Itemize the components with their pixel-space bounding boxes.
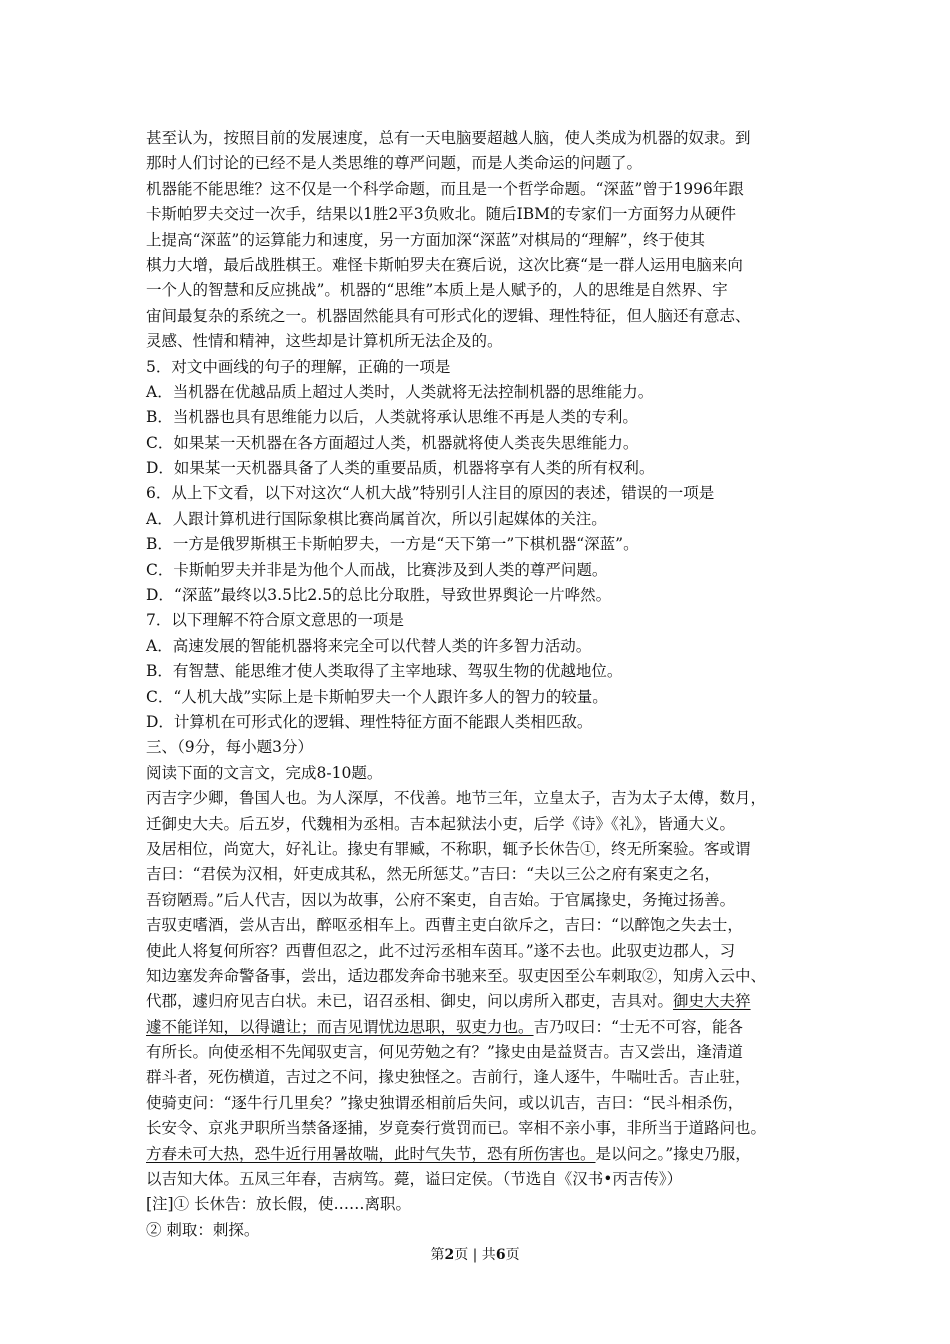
option-a: A．人跟计算机进行国际象棋比赛尚属首次，所以引起媒体的关注。 [146,509,607,528]
line-text: 长安令、京兆尹职所当禁备逐捕，岁竟奏行赏罚而已。宰相不亲小事，非所当于道路问也。 [146,1119,767,1138]
classical-line [146,812,816,837]
footer-suffix: 页 [505,1247,520,1263]
line-text: 使骑吏问：“逐牛行几里矣？”掾史独谓丞相前后失问，或以讥吉，吉曰：“民斗相杀伤， [146,1093,744,1112]
line-text: 迁御史大夫。后五岁，代魏相为丞相。吉本起狱法小吏，后学《诗》《礼》，皆通大义。 [146,814,736,833]
classical-line [146,1065,816,1090]
line-text: 知边塞发奔命警备事，尝出，适边郡发奔命书驰来至。驭吏因至公车刺取②，知虏入云中、 [146,966,767,985]
classical-line [146,1091,816,1116]
classical-passage [146,786,816,1192]
option-c: C．“人机大战”实际上是卡斯帕罗夫一个人跟许多人的智力的较量。 [146,687,608,706]
page-total: 6 [495,1247,506,1263]
line-text: 使此人将复何所容？西曹但忍之，此不过污丞相车茵耳。”遂不去也。此驭吏边郡人，习 [146,941,736,960]
question-stem: 6．从上下文看，以下对这次“人机大战”特别引人注目的原因的表述，错误的一项是 [146,484,715,503]
option-b: B．有智慧、能思维才使人类取得了主宰地球、驾驭生物的优越地位。 [146,662,623,681]
option-d: D．计算机在可形式化的逻辑、理性特征方面不能跟人类相匹敌。 [146,712,593,731]
classical-line [146,1116,816,1141]
classical-line [146,1040,816,1065]
line-text: 吉曰：“君侯为汉相，奸吏成其私，然无所惩艾。”吉曰：“夫以三公之府有案吏之名， [146,865,721,884]
line-text: 吾窃陋焉。”后人代吉，因以为故事，公府不案吏，自吉始。于官属掾史，务掩过扬善。 [146,890,736,909]
section-heading: 三、（9分，每小题3分） [146,738,313,757]
line-text: 以吉知大体。五凤三年春，吉病笃。薨，谥曰定侯。（节选自《汉书•丙吉传》） [146,1170,683,1189]
classical-line [146,913,816,938]
passage [146,126,816,355]
passage-line: 宙间最复杂的系统之一。机器固然能具有可形式化的逻辑、理性特征，但人脑还有意志、 [146,306,751,325]
classical-line [146,989,816,1014]
classical-line [146,1167,816,1192]
underlined-sentence: 遽不能详知，以得谴让；而吉见谓忧边思职，驭吏力也。 [146,1017,534,1036]
note-1: [注]① 长休告：放长假，使……离职。 [146,1195,412,1214]
section-instruction: 阅读下面的文言文，完成8-10题。 [146,763,383,782]
line-text: 群斗者，死伤横道，吉过之不问，掾史独怪之。吉前行，逢人逐牛，牛喘吐舌。吉止驻， [146,1068,751,1087]
option-b: B．当机器也具有思维能力以后，人类就将承认思维不再是人类的专利。 [146,408,638,427]
option-c: C．如果某一天机器在各方面超过人类，机器就将使人类丧失思维能力。 [146,433,639,452]
notes [146,1192,816,1243]
line-text: 代郡，遽归府见吉白状。未已，诏召丞相、御史，问以虏所入郡吏，吉具对。 [146,992,674,1011]
option-d: D．如果某一天机器具备了人类的重要品质，机器将享有人类的所有权利。 [146,459,655,478]
passage-line: 机器能不能思维？这不仅是一个科学命题，而且是一个哲学命题。“深蓝”曾于1996年跟 [146,179,744,198]
passage-line: 灵感、性情和精神，这些却是计算机所无法企及的。 [146,332,503,351]
passage-line: 卡斯帕罗夫交过一次手，结果以1胜2平3负败北。随后IBM的专家们一方面努力从硬件 [146,205,736,224]
classical-line [146,939,816,964]
underlined-sentence: 方春未可大热，恐牛近行用暑故喘，此时气失节，恐有所伤害也。 [146,1144,596,1163]
question-stem: 5．对文中画线的句子的理解，正确的一项是 [146,357,451,376]
classical-line [146,1015,816,1040]
underlined-sentence: 御史大夫猝 [673,992,751,1011]
option-c: C．卡斯帕罗夫并非是为他个人而战，比赛涉及到人类的尊严问题。 [146,560,608,579]
passage-line: 上提高“深蓝”的运算能力和速度，另一方面加深“深蓝”对棋局的“理解”，终于使其 [146,230,706,249]
line-text: 有所长。向使丞相不先闻驭吏言，何见劳勉之有？”掾史由是益贤吉。吉又尝出，逢清道 [146,1043,743,1062]
line-text: 吉驭吏嗜酒，尝从吉出，醉呕丞相车上。西曹主吏白欲斥之，吉曰：“以醉饱之失去士， [146,916,743,935]
note-2: ② 刺取：刺探。 [146,1220,260,1239]
classical-line [146,837,816,862]
option-b: B．一方是俄罗斯棋王卡斯帕罗夫，一方是“天下第一”下棋机器“深蓝”。 [146,535,639,554]
line-text: 及居相位，尚宽大，好礼让。掾史有罪臧，不称职，辄予长休告①，终无所案验。客或谓 [146,839,751,858]
page-footer [0,1244,950,1264]
line-text: 丙吉字少卿，鲁国人也。为人深厚，不伐善。地节三年，立皇太子，吉为太子太傅，数月， [146,789,767,808]
page-number: 2 [444,1247,455,1263]
classical-line [146,862,816,887]
classical-line [146,1142,816,1167]
classical-line [146,888,816,913]
footer-prefix: 第 [430,1247,445,1263]
question-6 [146,481,816,608]
line-text: 吉乃叹曰：“士无不可容，能各 [533,1017,743,1036]
question-7 [146,608,816,735]
footer-middle: 页 | 共 [454,1247,496,1263]
line-text: 是以问之。”掾史乃服， [595,1144,751,1163]
option-a: A．高速发展的智能机器将来完全可以代替人类的许多智力活动。 [146,636,592,655]
section-3 [146,735,816,786]
passage-line: 甚至认为，按照目前的发展速度，总有一天电脑要超越人脑，使人类成为机器的奴隶。到 [146,129,751,147]
option-d: D．“深蓝”最终以3.5比2.5的总比分取胜，导致世界舆论一片哗然。 [146,586,612,605]
question-5 [146,355,816,482]
question-stem: 7．以下理解不符合原文意思的一项是 [146,611,404,630]
classical-line [146,964,816,989]
option-a: A．当机器在优越品质上超过人类时，人类就将无法控制机器的思维能力。 [146,382,654,401]
passage-line: 棋力大增，最后战胜棋王。难怪卡斯帕罗夫在赛后说，这次比赛“是一群人运用电脑来向 [146,255,743,274]
passage-line: 一个人的智慧和反应挑战”。机器的“思维”本质上是人赋予的，人的思维是自然界、宇 [146,281,728,300]
passage-line: 那时人们讨论的已经不是人类思维的尊严问题，而是人类命运的问题了。 [146,154,643,173]
document-body [146,126,816,1243]
classical-line [146,786,816,811]
